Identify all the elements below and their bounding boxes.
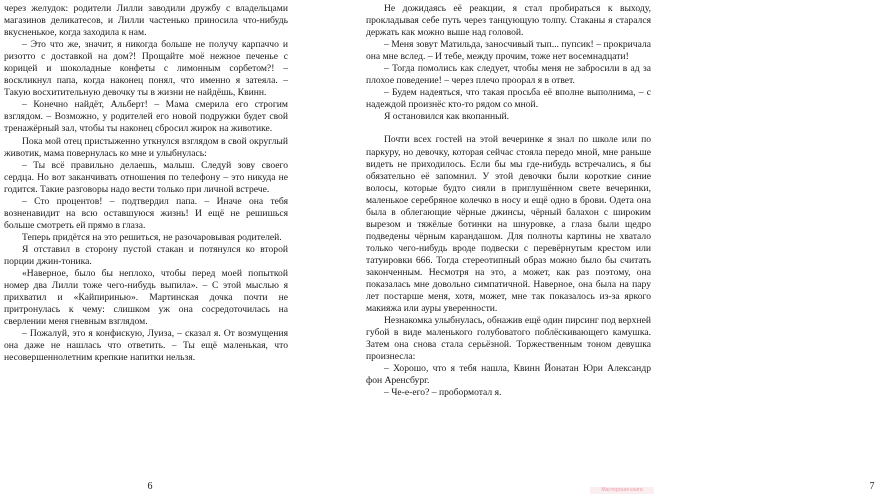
paragraph: Не дожидаясь её реакции, я стал пробираться к выходу, прокладывая себе путь через танцующую толпу. Стаканы я старался держать как можно выше над головой. — [366, 3, 651, 39]
paragraph: Пока мой отец пристыженно уткнулся взглядом в свой округлый животик, мама повернулась ко мне и улыбнулась: — [4, 135, 288, 159]
paragraph: – Хорошо, что я тебя нашла, Квинн Йонатан Юри Александр фон Аренсбург. — [366, 363, 651, 387]
paragraph: Я остановился как вкопанный. — [384, 111, 510, 123]
right-page — [366, 0, 875, 496]
paragraph: – Ты всё правильно делаешь, малыш. Следуй зову своего сердца. Но вот заканчивать отношения по телефону – это никуда не годится. Такие разговоры надо вести только при личной встрече. — [4, 159, 288, 195]
watermark-stamp: Мастерская книги — [590, 487, 654, 494]
page-number: 6 — [147, 481, 153, 492]
paragraph: – Это что же, значит, я никогда больше не получу карпаччо и ризотто с доставкой на дом?! Прощайте моё нежное печенье с корицей и шоколадные конфеты с лимонным сорбетом?! – воскликнул папа, когда наконец понял, что именно я затеяла. – Такую восхитительную девочку ты в жизни не найдёшь, Квинн. — [4, 39, 288, 99]
paragraph: Теперь придётся на это решиться, не разочаровывая родителей. — [22, 231, 282, 243]
paragraph: – Меня зовут Матильда, заносчивый тып... пупсик! – прокричала она мне вслед. – И тебе, между прочим, тоже нет восемнадцати! — [366, 39, 651, 63]
paragraph: через желудок: родители Лилли заводили дружбу с владельцами магазинов деликатесов, и Лилли частенько приносила что-нибудь вкусненькое, когда заходила к нам. — [4, 3, 288, 39]
paragraph: – Тогда помолись как следует, чтобы меня не забросили в ад за плохое поведение! – через плечо проорал я в ответ. — [366, 63, 651, 87]
paragraph: – Че-е-его? – пробормотал я. — [384, 387, 502, 399]
paragraph: Я отставил в сторону пустой стакан и потянулся ко второй порции джин-тоника. — [4, 243, 288, 267]
paragraph: – Будем надеяться, что такая просьба её вполне выполнима, – с надеждой произнёс кто-то рядом со мной. — [366, 87, 651, 111]
page-number: 7 — [869, 481, 875, 492]
paragraph: «Наверное, было бы неплохо, чтобы перед моей попыткой номер два Лилли тоже чего-нибудь выпила». – С этой мыслью я прихватил и «Кайпиринью». Мартинская дочка почти не притронулась к чему: слишком уж она сосредоточилась на сверлении меня гневным взглядом. — [4, 268, 288, 328]
right-page-text — [366, 3, 651, 400]
left-page — [4, 0, 288, 496]
left-page-text — [4, 3, 288, 364]
paragraph: – Пожалуй, это я конфискую, Луиза, – сказал я. От возмущения она даже не нашлась что ответить. – Ты ещё маленькая, что несовершеннолетним крепкие напитки нельзя. — [4, 328, 288, 364]
paragraph: – Сто процентов! – подтвердил папа. – Иначе она тебя возненавидит на всю оставшуюся жизнь! И ещё не решишься больше смотреть ей прямо в глаза. — [4, 195, 288, 231]
paragraph: – Конечно найдёт, Альберт! – Мама смерила его строгим взглядом. – Возможно, у родителей его новой подружки будет свой тренажёрный зал, чтобы ты наконец сбросил жирок на животике. — [4, 99, 288, 135]
paragraph: Незнакомка улыбнулась, обнажив ещё один пирсинг под верхней губой в виде маленького голубоватого поблёскивающего камушка. Затем она снова стала серьёзной. Торжественным тоном девушка произнесла: — [366, 315, 651, 363]
paragraph: Почти всех гостей на этой вечеринке я знал по школе или по паркуру, но девочку, которая сейчас стояла передо мной, мне раньше видеть не приходилось. Если бы мы где-нибудь встречались, я бы обязательно её запомнил. У этой девочки были короткие синие волосы, которые будто сияли в приглушённом свете вечеринки, маленькое серебряное колечко в носу и ещё одно в брови. Одета она была в облегающие чёрные джинсы, чёрный балахон с широким вырезом и тяжёлые ботинки на шнуровке, а глаза были щедро подведены чёрным карандашом. Для полноты картины не хватало только чего-нибудь вроде подвески с перевёрнутым крестом или татуировки 666. Тогда стереотипный образ можно было бы считать законченным. Несмотря на это, а может, как раз поэтому, она показалась мне довольно симпатичной. Наверное, она была на пару лет постарше меня, хотя, может, мне так показалось из-за яркого макияжа или ауры уверенности. — [366, 134, 651, 315]
